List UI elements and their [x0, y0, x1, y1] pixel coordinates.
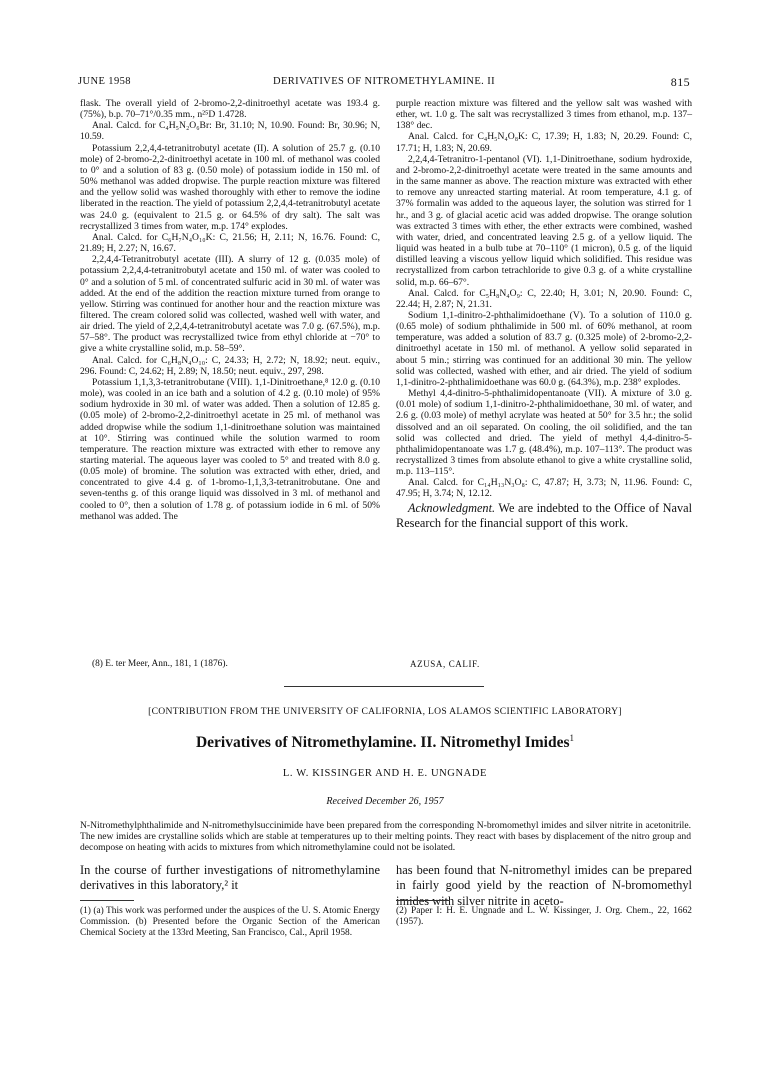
paragraph: flask. The overall yield of 2-bromo-2,2-dinitroethyl acetate was 193.4 g. (75%), b.p. 70–71°/0.35 mm., n²⁵D 1.4728. [80, 98, 380, 121]
footnotes-left [80, 900, 380, 938]
footnote-1: (1) (a) This work was performed under the auspices of the U. S. Atomic Energy Commission. (b) Presented before the Organic Section of the American Chemical Society at the 133rd Meeting, San Francisco, Cal., April 1958. [80, 906, 380, 938]
paragraph: Anal. Calcd. for C₆H₈N₄O₁₀: C, 24.33; H, 2.72; N, 18.92; neut. equiv., 296. Found: C, 24.62; H, 2.89; N, 18.50; neut. equiv., 297, 298. [80, 354, 380, 377]
paragraph: 2,2,4,4-Tetranitro-1-pentanol (VI). 1,1-Dinitroethane, sodium hydroxide, and 2-bromo-2,2-dinitroethyl acetate were treated in the same amounts and in the same manner as above. The reaction mixture was extracted with ether to remove any unreacted starting material. At room temperature, 4.1 g. of 37% formalin was added to the aqueous layer, the solution was stirred for 1 hr., and 3 g. of glacial acetic acid was added dropwise. The orange solution was extracted 3 times with ether, the ether extracts were combined, washed with water, dried, and concentrated leaving 2.5 g. of a yellow liquid. The liquid was heated in a bulb tube at 70–110° (1 micron), 0.5 g. of the liquid distilled leaving a viscous yellow liquid which solidified. This residue was recrystallized from carbon tetrachloride to give 0.3 g. of a white crystalline solid, m.p. 66–67°. [396, 153, 692, 288]
section-divider [284, 686, 484, 687]
paragraph: Sodium 1,1-dinitro-2-phthalimidoethane (V). To a solution of 110.0 g. (0.65 mole) of sodium phthalimide in 500 ml. of 60% methanol, at room temperature, was added a solution of 83.7 g. (0.325 mole) of 2-bromo-2,2-dinitroethyl acetate in 150 ml. of methanol. A yellow solid separated in about 5 min.; stirring was continued for an additional 30 min. The yellow solid was collected, washed with ether, and air dried. The yield of sodium 1,1-dinitro-2-phthalimidoethane was 60.0 g. (64.3%), m.p. 238° explodes. [396, 309, 692, 388]
authors: L. W. KISSINGER AND H. E. UNGNADE [282, 768, 488, 779]
footnote-rule [80, 900, 134, 901]
header-title: DERIVATIVES OF NITROMETHYLAMINE. II [272, 76, 496, 87]
footnote-2: (2) Paper I: H. E. Ungnade and L. W. Kissinger, J. Org. Chem., 22, 1662 (1957). [396, 906, 692, 927]
article-title-text: Derivatives of Nitromethylamine. II. Nitromethyl Imides [195, 734, 570, 752]
footnote-rule [396, 900, 450, 901]
paragraph: Potassium 1,1,3,3-tetranitrobutane (VIII). 1,1-Dinitroethane,⁸ 12.0 g. (0.10 mole), was cooled in an ice bath and a solution of 4.2 g. (0.10 mole) of 95% sodium hydroxide in 30 ml. of water was added. Then a solution of 12.85 g. (0.05 mole) of 2-bromo-2,2-dinitroethyl acetate in 25 ml. of methanol was added dropwise while the sodium 1,1-dinitroethane solution was maintained at 10°. Stirring was continued while the solution warmed to room temperature. The reaction mixture was extracted with ether to remove any starting material. The aqueous layer was cooled to 5° and treated with 8.0 g. (0.05 mole) of bromine. The solution was extracted with ether, dried, and concentrated to give 4.4 g. of 1-bromo-1,1,3,3-tetranitrobutane. One and seven-tenths g. of this orange liquid was dissolved in 3 ml. of methanol and cooled to 0°, then a solution of 1.78 g. of potassium iodide in 6 ml. of 50% methanol was added. The [80, 376, 380, 522]
paragraph: Anal. Calcd. for C₁₄H₁₃N₃O₈: C, 47.87; H, 3.73; N, 11.96. Found: C, 47.95; H, 3.74; N, 12.12. [396, 477, 692, 500]
paragraph: purple reaction mixture was filtered and the yellow salt was washed with ether, wt. 1.0 g. The salt was recrystallized 3 times from ethanol, m.p. 137–138° dec. [396, 98, 692, 132]
paragraph: Anal. Calcd. for C₅H₈N₄O₉: C, 22.40; H, 3.01; N, 20.90. Found: C, 22.44; H, 2.87; N, 21.31. [396, 287, 692, 310]
intro-right: has been found that N-nitromethyl imides can be prepared in fairly good yield by the reaction of N-bromomethyl imides with silver nitrite in aceto- [396, 863, 692, 908]
acknowledgment [396, 501, 692, 531]
intro-left: In the course of further investigations of nitromethylamine derivatives in this laboratory,² it [80, 863, 380, 893]
paragraph: Potassium 2,2,4,4-tetranitrobutyl acetate (II). A solution of 25.7 g. (0.10 mole) of 2-bromo-2,2-dinitroethyl acetate in 100 ml. of methanol was cooled to 0° and a solution of 83 g. (0.50 mole) of potassium iodide in 150 ml. of 50% methanol was added dropwise. The purple reaction mixture was filtered and the yellow solid was washed thoroughly with ether to remove the iodine liberated in the reaction. The yield of potassium 2,2,4,4-tetranitrobutyl acetate was 24.0 g. (equivalent to 21.5 g. or 64.5% of dry salt). The salt was recrystallized 3 times from water, m.p. 174° explodes. [80, 142, 380, 232]
header-date: JUNE 1958 [78, 76, 131, 87]
footnote-8: (8) E. ter Meer, Ann., 181, 1 (1876). [92, 659, 228, 669]
right-column [396, 98, 692, 531]
page-number: 815 [670, 75, 690, 89]
running-header [78, 76, 690, 92]
paragraph: Anal. Calcd. for C₆H₇N₄O₁₀K: C, 21.56; H, 2.11; N, 16.76. Found: C, 21.89; H, 2.27; N, 16.67. [80, 231, 380, 255]
footnotes-right [396, 900, 692, 928]
left-column [80, 98, 380, 522]
abstract: N-Nitromethylphthalimide and N-nitromethylsuccinimide have been prepared from the corresponding N-bromomethyl imides and silver nitrite in acetonitrile. The new imides are crystalline solids which are stable at temperatures up to their melting points. They react with bases by displacement of the nitro group and decompose on heating with acids to mixtures from which nitromethylamine could not be isolated. [80, 820, 691, 854]
author-location: AZUSA, CALIF. [410, 659, 480, 669]
paragraph: Anal. Calcd. for C₄H₅N₂O₆Br: Br, 31.10; N, 10.90. Found: Br, 30.96; N, 10.59. [80, 120, 380, 143]
title-footnote-mark: 1 [569, 733, 575, 743]
paragraph: Methyl 4,4-dinitro-5-phthalimidopentanoate (VII). A mixture of 3.0 g. (0.01 mole) of sodium 1,1-dinitro-2-phthalimidoethane, 30 ml. of water, and 2.6 g. (0.03 mole) of methyl acrylate was heated at 50° for 3.5 hr.; the solid dissolved and an oil separated. On cooling, the oil solidified, and the tan solid was collected and dried. The yield of methyl 4,4-dinitro-5-phthalimidopentanoate was 1.7 g. (48.4%), m.p. 107–113°. The product was recrystallized 3 times from absolute ethanol to give a white crystalline solid, m.p. 113–115°. [396, 388, 692, 478]
acknowledgment-label: Acknowledgment. [408, 500, 496, 515]
article-title [40, 733, 730, 752]
paragraph: 2,2,4,4-Tetranitrobutyl acetate (III). A slurry of 12 g. (0.035 mole) of potassium 2,2,4,4-tetranitrobutyl acetate and 150 ml. of water was cooled to 0° and a solution of 5 ml. of concentrated sulfuric acid in 30 ml. of water was added. At the end of the addition the reaction mixture turned from orange to yellow. Stirring was continued for another hour and the reaction mixture was filtered. The cream colored solid was collected, washed well with water, and air dried. The yield of 2,2,4,4-tetranitrobutyl acetate was 7.0 g. (67.5%), m.p. 57–58°. The product was recrystallized twice from ethyl chloride at −70° to give a white crystalline solid, m.p. 58–59°. [80, 254, 380, 355]
acknowledgment-text: We are indebted to the Office of Naval Research for the financial support of this work. [396, 500, 692, 530]
paragraph: Anal. Calcd. for C₄H₅N₄O₈K: C, 17.39; H, 1.83; N, 20.29. Found: C, 17.71; H, 1.83; N, 20.69. [396, 131, 692, 154]
contribution-line: [CONTRIBUTION FROM THE UNIVERSITY OF CALIFORNIA, LOS ALAMOS SCIENTIFIC LABORATORY] [148, 706, 622, 717]
received-date: Received December 26, 1957 [326, 796, 444, 807]
